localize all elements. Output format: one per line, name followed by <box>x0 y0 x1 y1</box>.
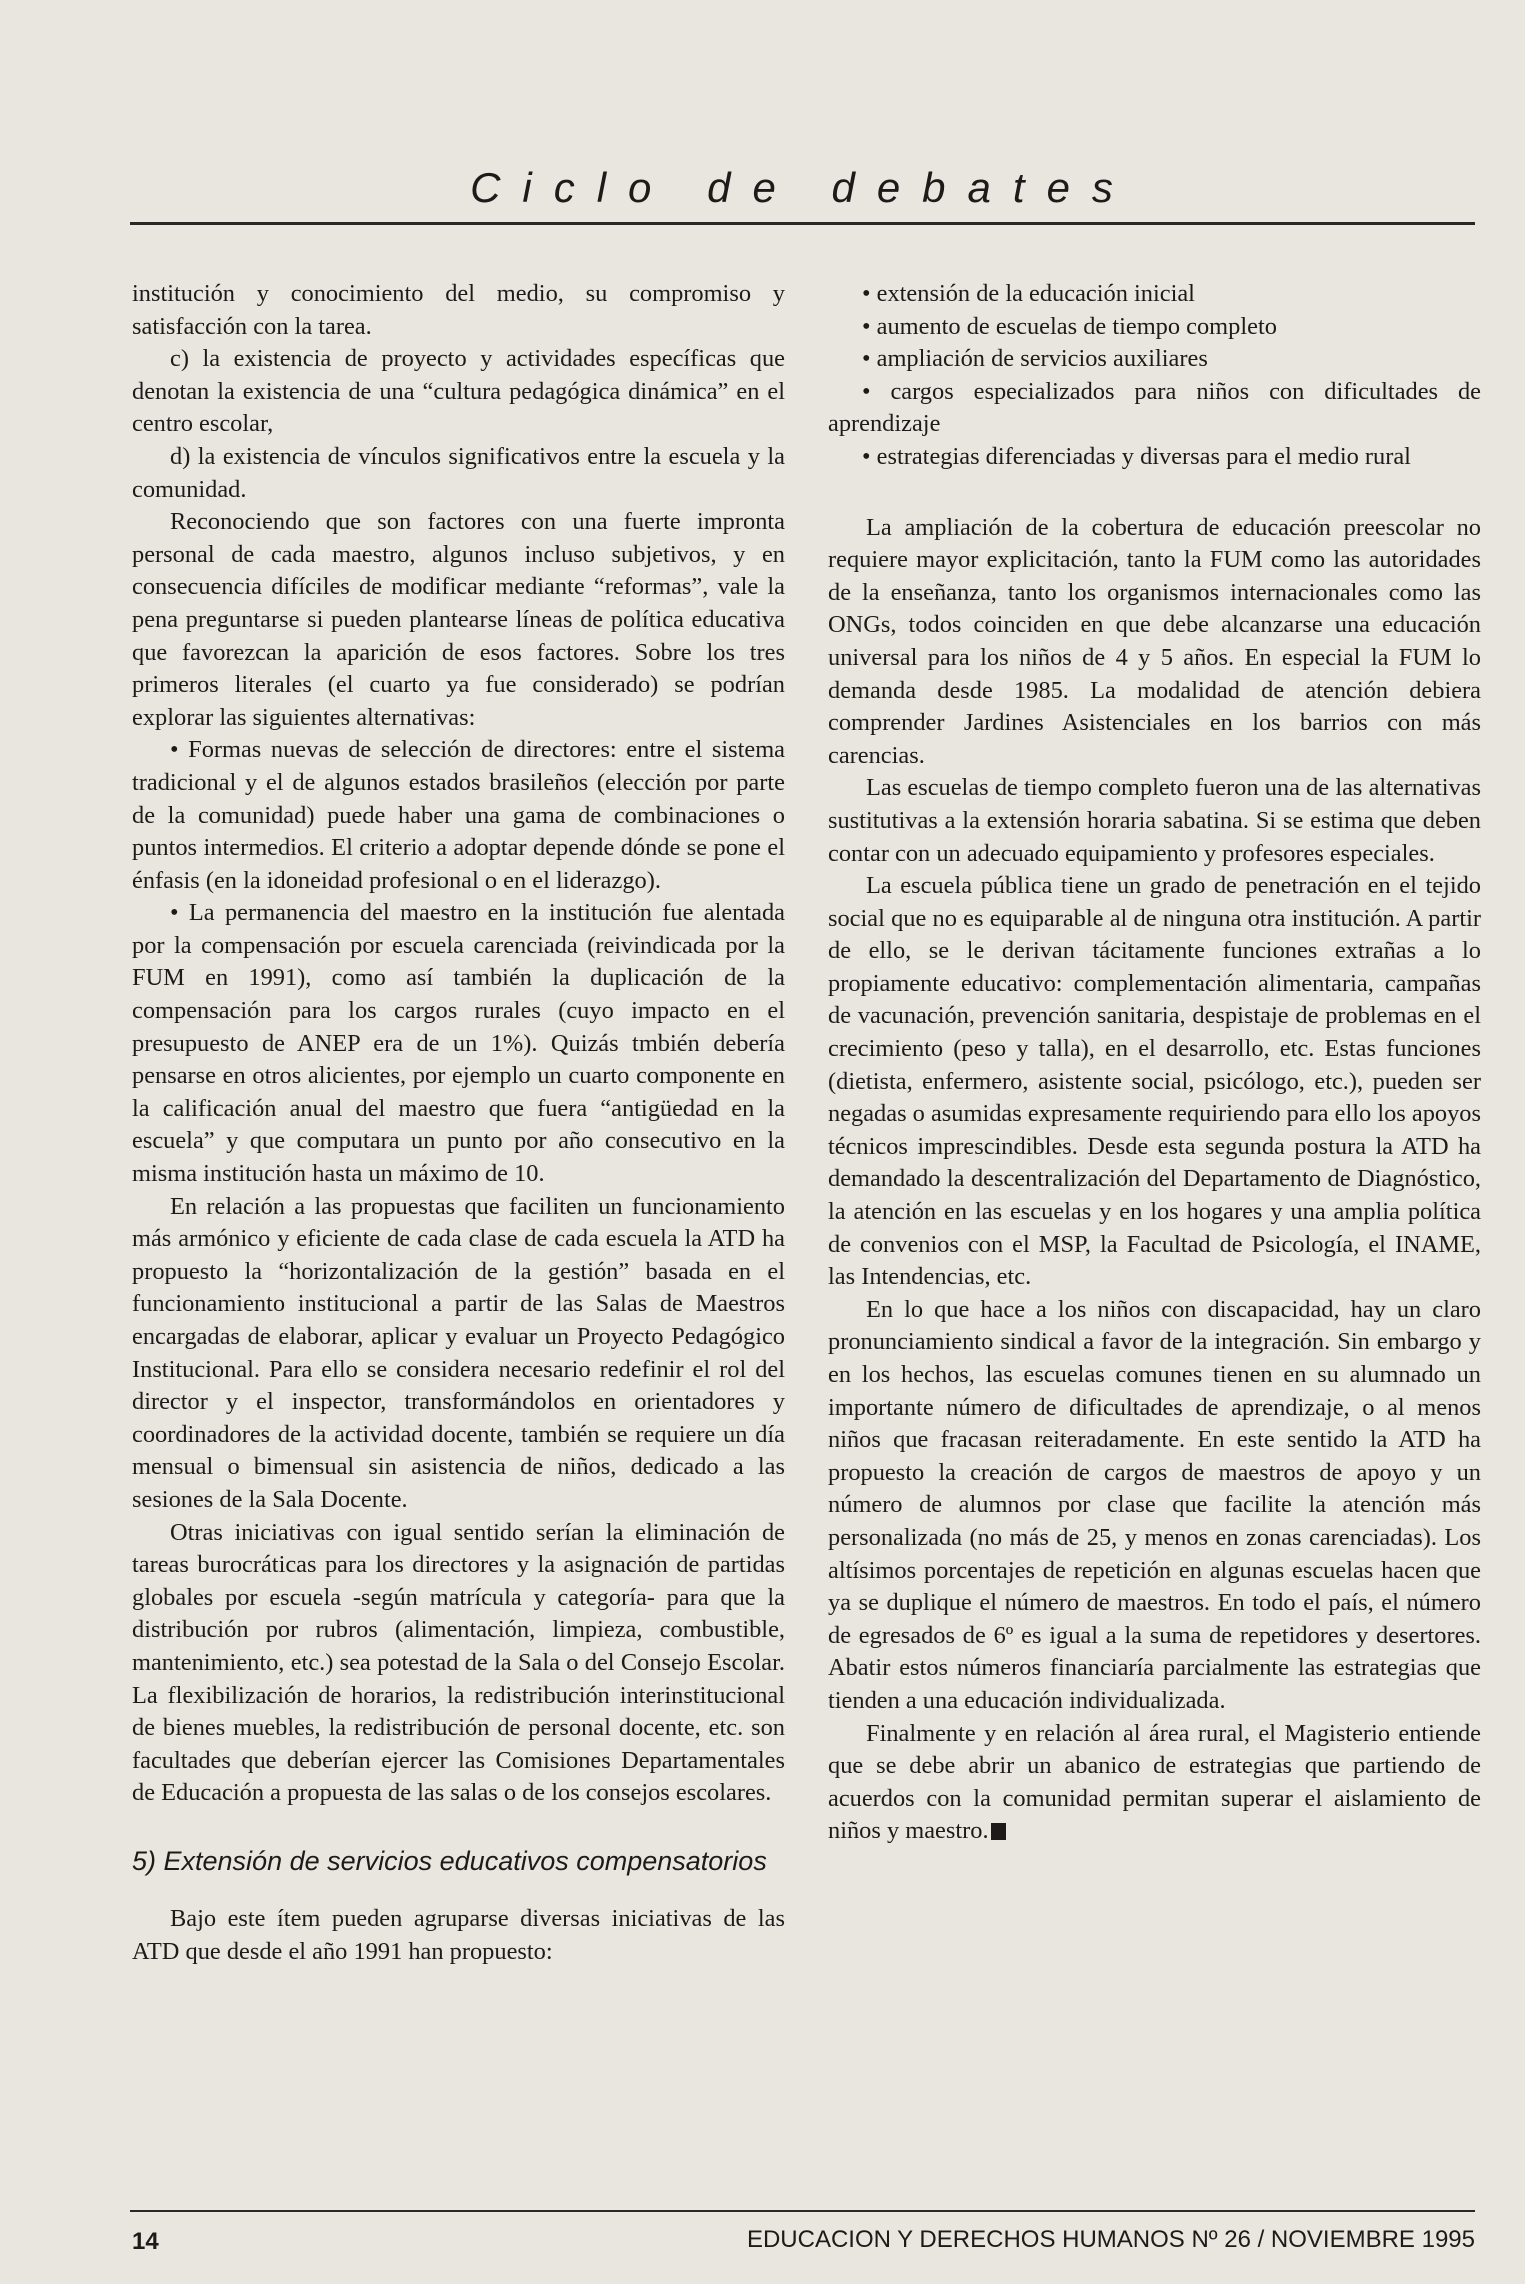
footer-rule <box>130 2210 1475 2212</box>
paragraph: • La permanencia del maestro en la institución fue alentada por la compensación por escuela carenciada (reivindicada por la FUM en 1991), como así también la duplicación de la compensación para los cargos rurales (cuyo impacto en el presupuesto de ANEP era de un 1%). Quizás tmbién debería pensarse en otros alicientes, por ejemplo un cuarto componente en la calificación anual del maestro que fuera “antigüedad en la escuela” y que computara un punto por año consecutivo en la misma institución hasta un máximo de 10. <box>132 899 785 1188</box>
paragraph: d) la existencia de vínculos significativos entre la escuela y la comunidad. <box>132 442 785 503</box>
section-heading: 5) Extensión de servicios educativos compensatorios <box>132 1845 767 1876</box>
right-column <box>828 278 1481 1848</box>
paragraph: Bajo este ítem pueden agruparse diversas iniciativas de las ATD que desde el año 1991 han propuesto: <box>132 1904 785 1965</box>
end-mark-icon <box>991 1823 1006 1840</box>
bullet-item: • ampliación de servicios auxiliares <box>862 345 1208 373</box>
bullet-item: • cargos especializados para niños con dificultades de aprendizaje <box>828 377 1481 438</box>
bullet-item: • estrategias diferenciadas y diversas para el medio rural <box>862 442 1411 470</box>
spacer <box>828 474 1481 512</box>
paragraph: • Formas nuevas de selección de directores: entre el sistema tradicional y el de algunos estados brasileños (elección por parte de la comunidad) puede haber una gama de combinaciones o puntos intermedios. El criterio a adoptar depende dónde se pone el énfasis (en la idoneidad profesional o en el liderazgo). <box>132 736 785 894</box>
paragraph: En lo que hace a los niños con discapacidad, hay un claro pronunciamiento sindical a favor de la integración. Sin embargo y en los hechos, las escuelas comunes tienen en su alumnado un importante número de dificultades de aprendizaje, o al menos niños que fracasan reiteradamente. En este sentido la ATD ha propuesto la creación de cargos de maestros de apoyo y un número de alumnos por clase que facilite la atención más personalizada (no más de 25, y menos en zonas carenciadas). Los altísimos porcentajes de repetición en algunas escuelas hacen que ya se duplique el número de maestros. En todo el país, el número de egresados de 6º es igual a la suma de repetidores y desertores. Abatir estos números financiaría parcialmente las estrategias que tienden a una educación individualizada. <box>828 1295 1481 1714</box>
bullet-item: • aumento de escuelas de tiempo completo <box>862 312 1277 340</box>
paragraph: Las escuelas de tiempo completo fueron una de las alternativas sustitutivas a la extensión horaria sabatina. Si se estima que deben contar con un adecuado equipamiento y profesores especiales. <box>828 774 1481 867</box>
paragraph: institución y conocimiento del medio, su compromiso y satisfacción con la tarea. <box>132 280 785 340</box>
bullet-item: • extensión de la educación inicial <box>862 280 1195 307</box>
paragraph: c) la existencia de proyecto y actividades específicas que denotan la existencia de una “cultura pedagógica dinámica” en el centro escolar, <box>132 345 785 438</box>
page-header <box>130 158 1475 225</box>
paragraph: Reconociendo que son factores con una fuerte impronta personal de cada maestro, algunos incluso subjetivos, y en consecuencia difíciles de modificar mediante “reformas”, vale la pena preguntarse si pueden plantearse líneas de política educativa que favorezcan la aparición de esos factores. Sobre los tres primeros literales (el cuarto ya fue considerado) se podrían explorar las siguientes alternativas: <box>132 508 785 731</box>
header-title: Ciclo de debates <box>470 164 1135 211</box>
paragraph: En relación a las propuestas que faciliten un funcionamiento más armónico y eficiente de cada clase de cada escuela la ATD ha propuesto la “horizontalización de la gestión” basada en el funcionamiento institucional a partir de las Salas de Maestros encargadas de elaborar, aplicar y evaluar un Proyecto Pedagógico Institucional. Para ello se considera necesario redefinir el rol del director y el inspector, transformándolos en orientadores y coordinadores de la actividad docente, también se requiere un día mensual o bimensual sin asistencia de niños, dedicado a las sesiones de la Sala Docente. <box>132 1192 785 1513</box>
paragraph: Otras iniciativas con igual sentido serían la eliminación de tareas burocráticas para los directores y la asignación de partidas globales por escuela -según matrícula y categoría- para que la distribución por rubros (alimentación, limpieza, combustible, mantenimiento, etc.) sea potestad de la Sala o del Consejo Escolar. La flexibilización de horarios, la redistribución interinstitucional de bienes muebles, la redistribución de personal docente, etc. son facultades que deberían ejercer las Comisiones Departamentales de Educación a propuesta de las salas o de los consejos escolares. <box>132 1518 785 1807</box>
page-number: 14 <box>132 2228 159 2255</box>
final-paragraph-text: Finalmente y en relación al área rural, el Magisterio entiende que se debe abrir un abanico de estrategias que partiendo de acuerdos con la comunidad permitan superar el aislamiento de niños y maestro. <box>828 1719 1481 1845</box>
paragraph: La escuela pública tiene un grado de penetración en el tejido social que no es equiparable al de ninguna otra institución. A partir de ello, se le derivan tácitamente funciones extrañas a lo propiamente educativo: complementación alimentaria, campañas de vacunación, prevención sanitaria, despistaje de problemas en el crecimiento (peso y talla), en el desarrollo, etc. Estas funciones (dietista, enfermero, asistente social, psicólogo, etc.), pueden ser negadas o asumidas expresamente requiriendo para ello los apoyos técnicos imprescindibles. Desde esta segunda postura la ATD ha demandado la descentralización del Departamento de Diagnóstico, la atención en las escuelas y en los hogares y una amplia política de convenios con el MSP, la Facultad de Psicología, el INAME, las Intendencias, etc. <box>828 872 1481 1291</box>
left-column <box>132 278 785 1968</box>
final-paragraph <box>828 1718 1481 1848</box>
paragraph: La ampliación de la cobertura de educación preescolar no requiere mayor explicitación, tanto la FUM como las autoridades de la enseñanza, tanto los organismos internacionales como las ONGs, todos coinciden en que debe alcanzarse una educación universal para los niños de 4 y 5 años. En especial la FUM lo demanda desde 1985. La modalidad de atención debiera comprender Jardines Asistenciales en los barrios con más carencias. <box>828 513 1481 769</box>
publication-footer: EDUCACION Y DERECHOS HUMANOS Nº 26 / NOVIEMBRE 1995 <box>746 2226 1475 2253</box>
